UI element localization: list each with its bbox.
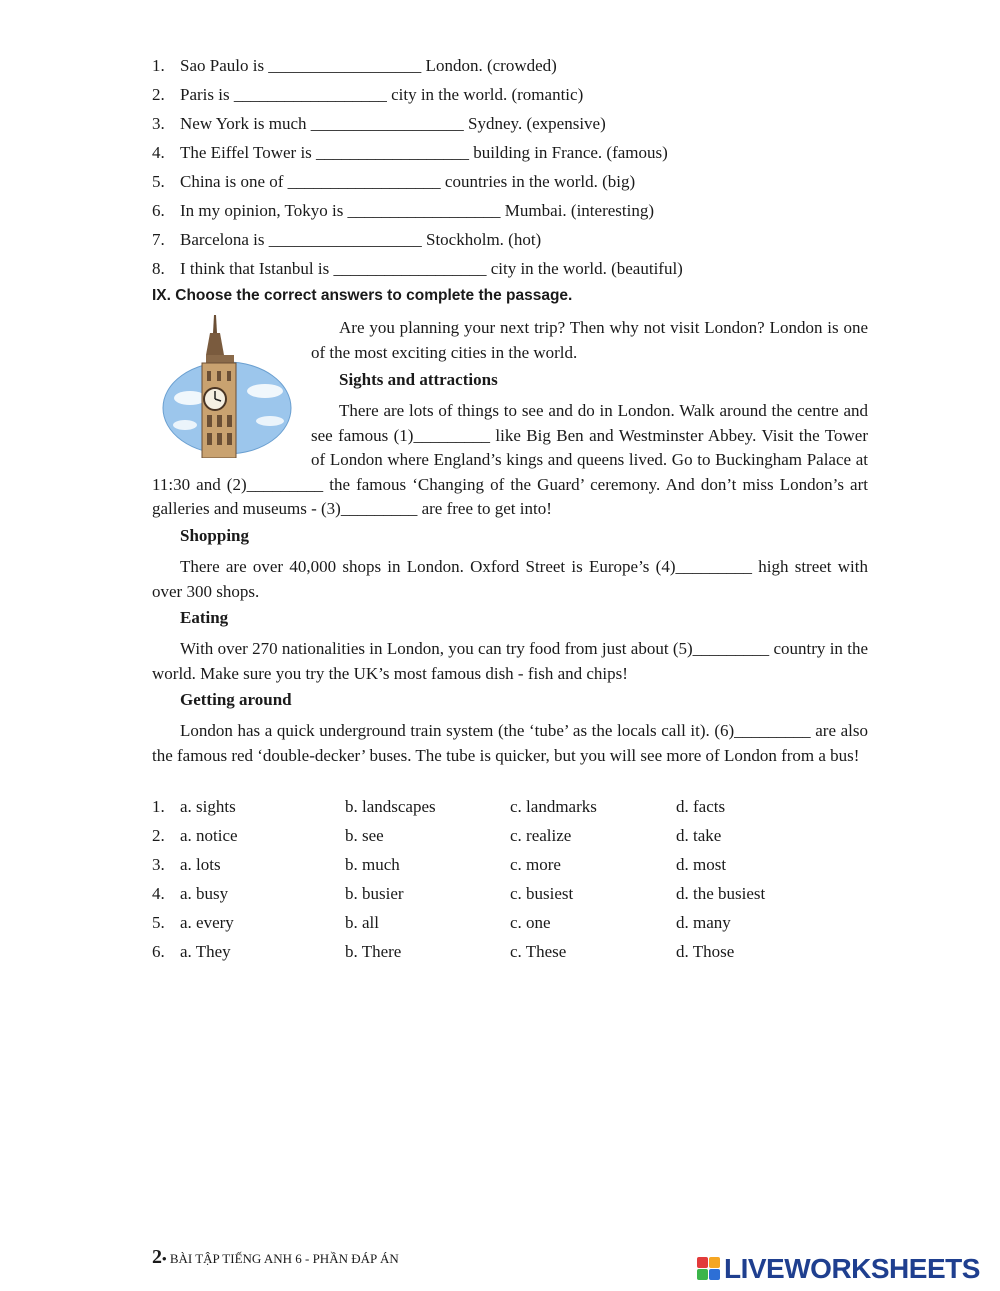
item-text: New York is much __________________ Sydney. (expensive) (180, 114, 606, 133)
section-heading: IX. Choose the correct answers to complete the passage. (152, 287, 573, 304)
option-d[interactable]: d. Those (676, 942, 735, 961)
shopping-paragraph: There are over 40,000 shops in London. Oxford Street is Europe’s (4)_________ high street with over 300 shops. (152, 557, 868, 601)
page-number: 2 (152, 1246, 162, 1268)
option-a[interactable]: a. busy (180, 884, 229, 903)
page-footer (152, 1246, 399, 1269)
item-text: In my opinion, Tokyo is __________________ Mumbai. (interesting) (180, 201, 654, 220)
option-c[interactable]: c. more (510, 855, 561, 874)
option-d[interactable]: d. take (676, 826, 722, 845)
sights-text: There are lots of things to see and do in London. Walk around the centre and see famous (1)_________ like Big Ben and Westminster Abbey. Visit the Tower of London where England’s kings and queens lived. Go to Buckingham Palace at 11:30 and (2)_________ the famous ‘Changing of the Guard’ ceremony. And don’t miss London’s art galleries and museums - (3)_________ are free to get into! (152, 401, 868, 518)
option-c[interactable]: c. one (510, 913, 551, 932)
subheading-shopping: Shopping (180, 526, 249, 545)
item-text: Barcelona is __________________ Stockholm. (hot) (180, 230, 542, 249)
option-b[interactable]: b. see (345, 826, 384, 845)
item-text: I think that Istanbul is __________________ city in the world. (beautiful) (180, 259, 683, 278)
sights-paragraph (152, 399, 868, 522)
answer-number: 4. (152, 884, 165, 903)
option-c[interactable]: c. These (510, 942, 567, 961)
option-b[interactable]: b. much (345, 855, 400, 874)
option-b[interactable]: b. busier (345, 884, 404, 903)
item-number: 6. (152, 201, 165, 220)
option-b[interactable]: b. all (345, 913, 379, 932)
eating-paragraph: With over 270 nationalities in London, you can try food from just about (5)_________ country in the world. Make sure you try the UK’s most famous dish - fish and chips! (152, 639, 868, 683)
option-a[interactable]: a. lots (180, 855, 221, 874)
option-b[interactable]: b. There (345, 942, 402, 961)
option-d[interactable]: d. facts (676, 797, 726, 816)
item-text: Paris is __________________ city in the world. (romantic) (180, 85, 584, 104)
liveworksheets-logo[interactable] (697, 1253, 980, 1285)
option-a[interactable]: a. every (180, 913, 234, 932)
answer-number: 6. (152, 942, 165, 961)
answer-number: 3. (152, 855, 165, 874)
item-text: Sao Paulo is __________________ London. (crowded) (180, 56, 557, 75)
answer-number: 1. (152, 797, 165, 816)
item-number: 1. (152, 56, 165, 75)
answer-number: 5. (152, 913, 165, 932)
option-a[interactable]: a. sights (180, 797, 236, 816)
option-a[interactable]: a. notice (180, 826, 238, 845)
option-d[interactable]: d. most (676, 855, 727, 874)
subheading-getting-around: Getting around (180, 690, 292, 709)
item-text: The Eiffel Tower is __________________ building in France. (famous) (180, 143, 668, 162)
footer-bullet: • (162, 1251, 167, 1266)
subheading-sights: Sights and attractions (339, 370, 498, 389)
option-d[interactable]: d. many (676, 913, 731, 932)
item-number: 5. (152, 172, 165, 191)
item-text: China is one of __________________ countries in the world. (big) (180, 172, 636, 191)
option-a[interactable]: a. They (180, 942, 231, 961)
option-d[interactable]: d. the busiest (676, 884, 766, 903)
intro-paragraph: Are you planning your next trip? Then why not visit London? London is one of the most exciting cities in the world. (311, 318, 868, 362)
option-b[interactable]: b. landscapes (345, 797, 436, 816)
option-c[interactable]: c. busiest (510, 884, 574, 903)
item-number: 2. (152, 85, 165, 104)
option-c[interactable]: c. realize (510, 826, 572, 845)
subheading-eating: Eating (180, 608, 229, 627)
option-c[interactable]: c. landmarks (510, 797, 597, 816)
logo-text: LIVEWORKSHEETS (724, 1253, 980, 1284)
item-number: 8. (152, 259, 165, 278)
image-float-spacer (152, 399, 311, 472)
item-number: 3. (152, 114, 165, 133)
liveworksheets-logo-icon (697, 1257, 721, 1281)
answer-number: 2. (152, 826, 165, 845)
getting-around-paragraph: London has a quick underground train system (the ‘tube’ as the locals call it). (6)_________ are also the famous red ‘double-decker’ buses. The tube is quicker, but you will see more of London from a bus! (152, 721, 868, 765)
book-title: BÀI TẬP TIẾNG ANH 6 - PHẦN ĐÁP ÁN (169, 1251, 399, 1266)
item-number: 4. (152, 143, 165, 162)
item-number: 7. (152, 230, 165, 249)
